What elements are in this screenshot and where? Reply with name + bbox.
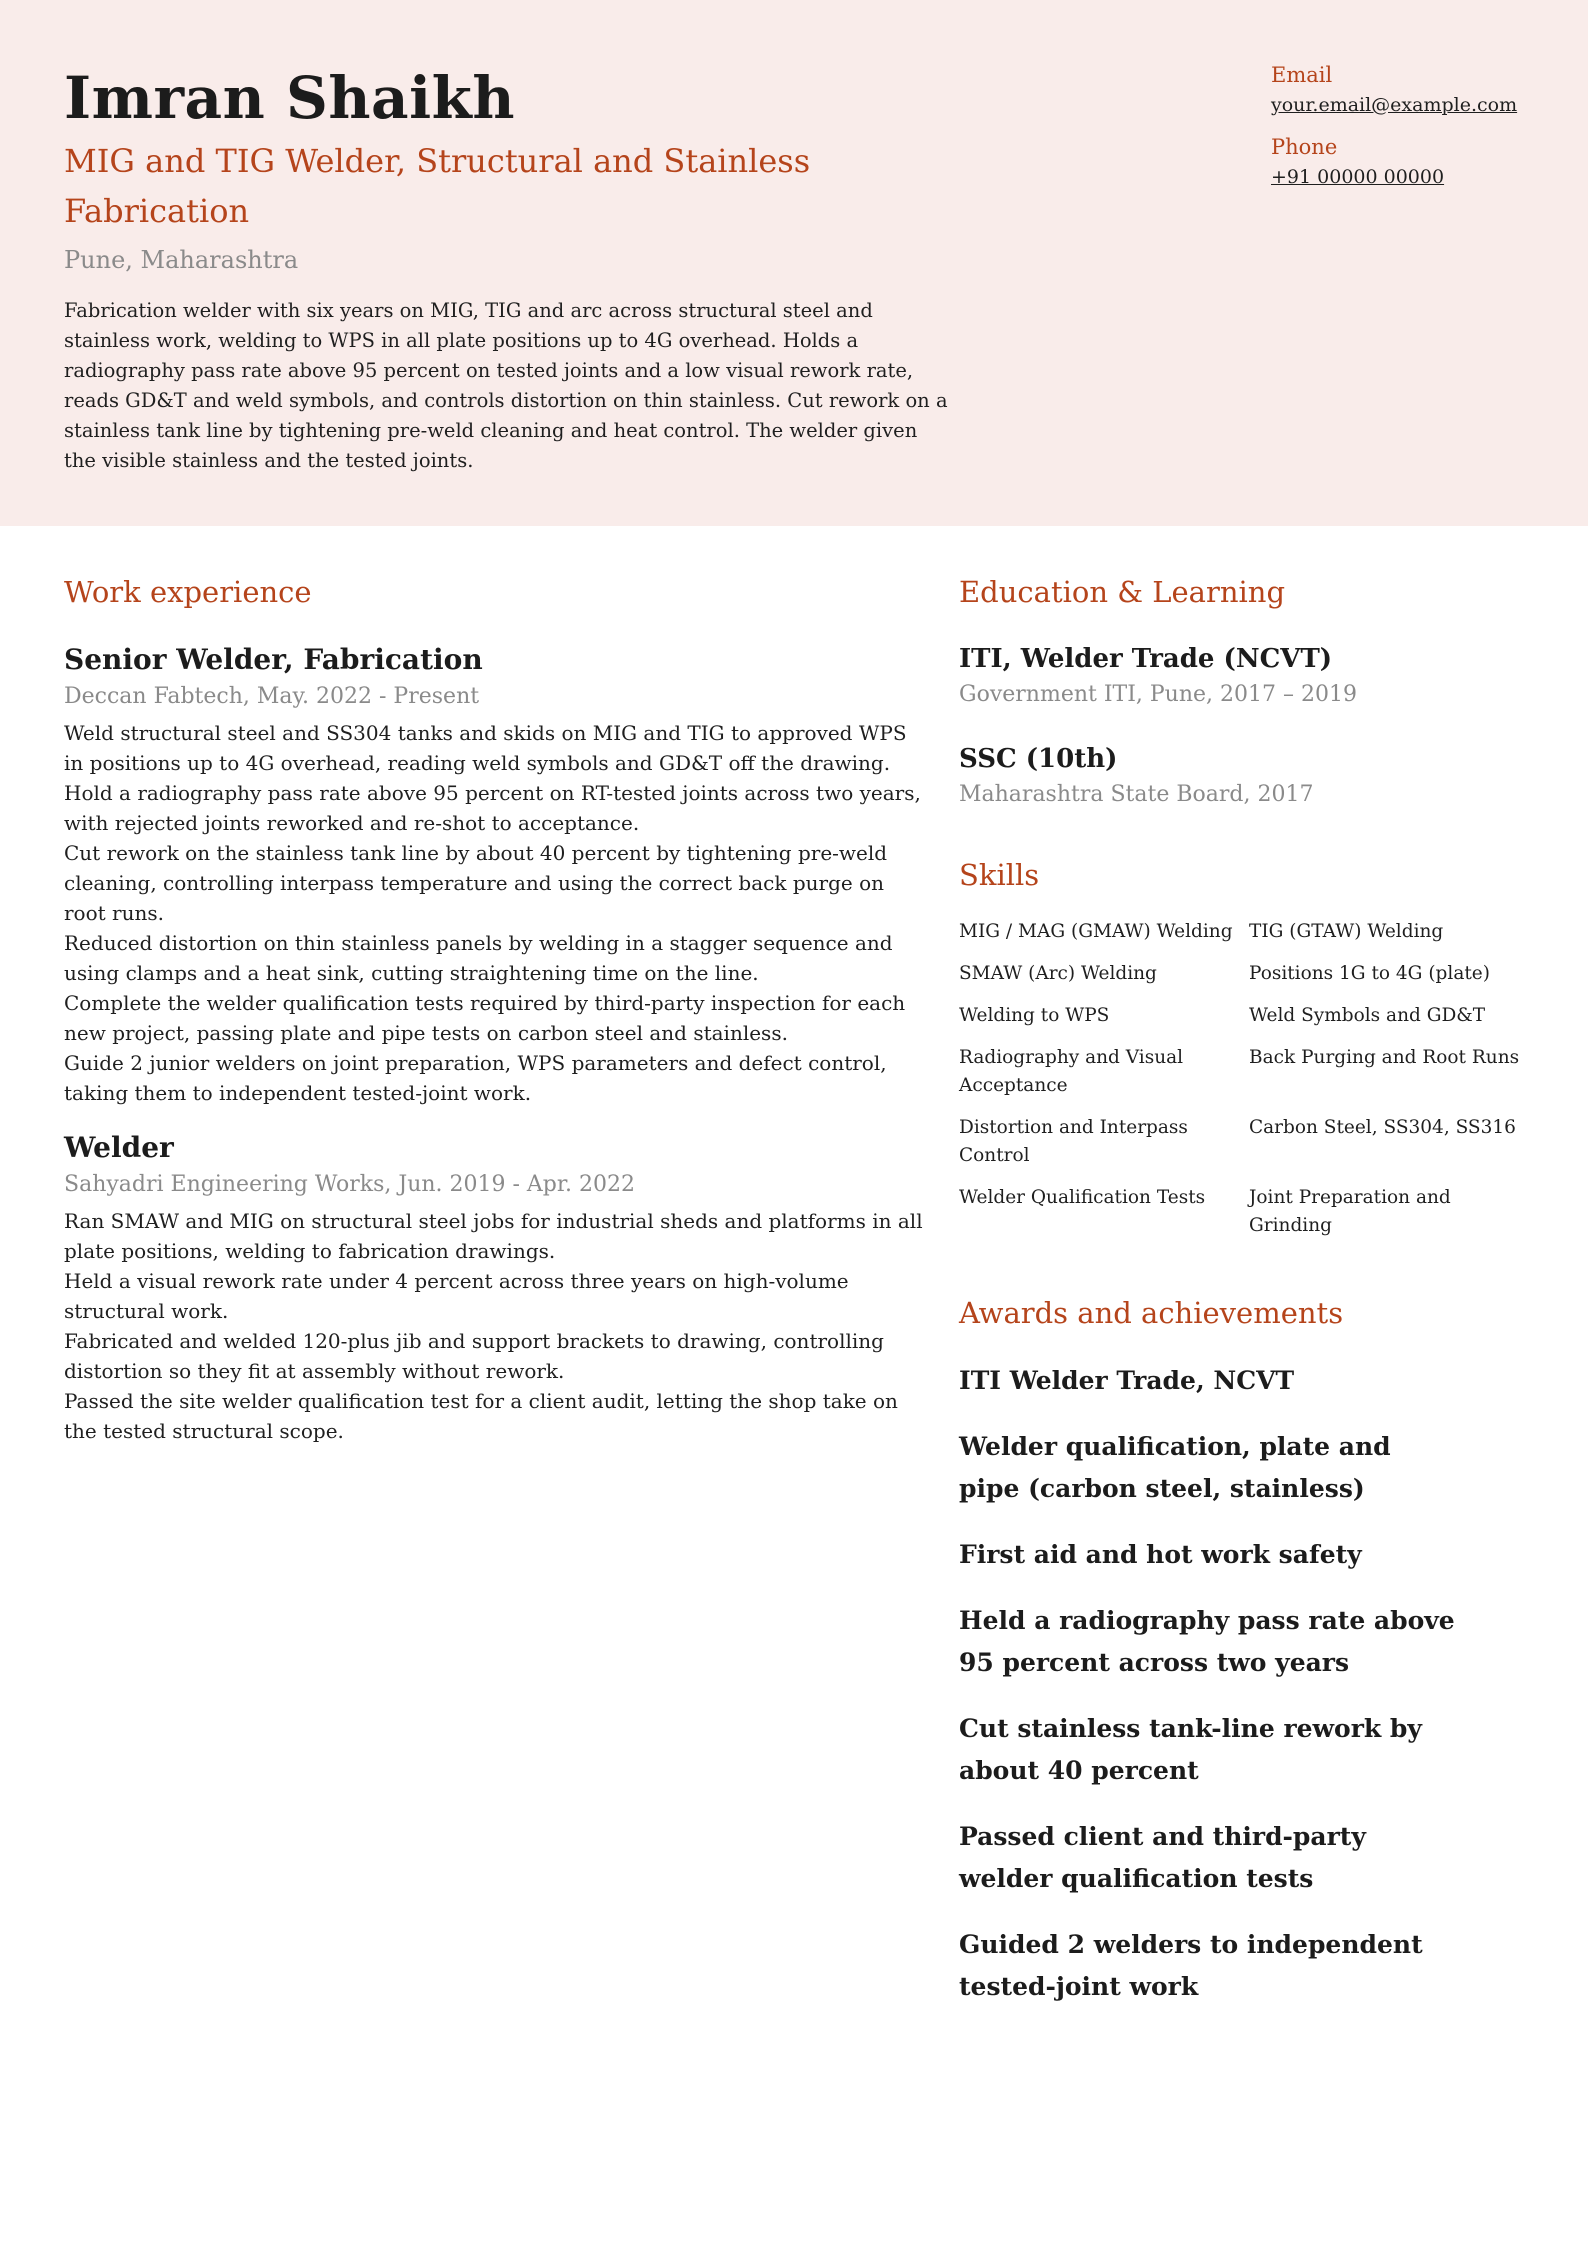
job-entry bbox=[64, 1128, 924, 1446]
education-meta: Maharashtra State Board, 2017 bbox=[959, 782, 1314, 807]
job-bullet: Hold a radiography pass rate above 95 percent on RT-tested joints across two years, with rejected joints reworked and re-shot to acceptance. bbox=[64, 781, 921, 835]
award-item: First aid and hot work safety bbox=[959, 1540, 1362, 1569]
award-item: Cut stainless tank-line rework by about 40 percent bbox=[959, 1714, 1422, 1785]
award-item: Passed client and third-party welder qualification tests bbox=[959, 1822, 1366, 1893]
location: Pune, Maharashtra bbox=[64, 246, 299, 274]
skill-item: Distortion and Interpass Control bbox=[959, 1117, 1188, 1166]
work-experience-heading: Work experience bbox=[64, 575, 312, 609]
skills-heading: Skills bbox=[959, 858, 1040, 892]
email-link[interactable]: your.email@example.com bbox=[1271, 94, 1518, 116]
job-meta: Deccan Fabtech, May. 2022 - Present bbox=[64, 684, 480, 709]
awards-heading: Awards and achievements bbox=[959, 1296, 1344, 1330]
education-meta: Government ITI, Pune, 2017 – 2019 bbox=[959, 682, 1357, 707]
header-band bbox=[0, 0, 1588, 526]
summary: Fabrication welder with six years on MIG, TIG and arc across structural steel and stainless work, welding to WPS in all plate positions up to 4G overhead. Holds a radiography pass rate above 95 percent on tested joints and a low visual rework rate, reads GD&T and weld symbols, and controls distortion on thin stainless. Cut rework on a stainless tank line by tightening pre-weld cleaning and heat control. The welder given the visible stainless and the tested joints. bbox=[64, 299, 948, 472]
candidate-name: Imran Shaikh bbox=[64, 64, 516, 132]
education-title: SSC (10th) bbox=[959, 744, 1118, 774]
job-bullet: Reduced distortion on thin stainless panels by welding in a stagger sequence and using clamps and a heat sink, cutting straightening time on the line. bbox=[64, 931, 893, 985]
job-entry bbox=[64, 640, 924, 1108]
phone-link[interactable]: +91 00000 00000 bbox=[1271, 166, 1445, 188]
skills-grid bbox=[959, 918, 1559, 1240]
skill-item: Back Purging and Root Runs bbox=[1249, 1047, 1520, 1068]
education-entry bbox=[959, 640, 1559, 712]
skill-item: TIG (GTAW) Welding bbox=[1249, 921, 1444, 942]
contact-block bbox=[1271, 60, 1571, 192]
job-title: Welder bbox=[64, 1131, 174, 1164]
job-bullet: Weld structural steel and SS304 tanks and skids on MIG and TIG to approved WPS in positions up to 4G overhead, reading weld symbols and GD&T off the drawing. bbox=[64, 721, 907, 775]
skill-item: Radiography and Visual Acceptance bbox=[959, 1047, 1184, 1096]
headline: MIG and TIG Welder, Structural and Stainless Fabrication bbox=[64, 142, 811, 230]
job-bullet: Ran SMAW and MIG on structural steel jobs for industrial sheds and platforms in all plate positions, welding to fabrication drawings. bbox=[64, 1209, 923, 1263]
award-item: Welder qualification, plate and pipe (carbon steel, stainless) bbox=[959, 1432, 1391, 1503]
job-meta: Sahyadri Engineering Works, Jun. 2019 - Apr. 2022 bbox=[64, 1172, 635, 1197]
skill-item: SMAW (Arc) Welding bbox=[959, 963, 1157, 984]
skill-item: Welding to WPS bbox=[959, 1005, 1110, 1026]
education-title: ITI, Welder Trade (NCVT) bbox=[959, 644, 1333, 674]
work-experience-list bbox=[64, 640, 924, 1466]
email-label: Email bbox=[1271, 63, 1333, 87]
job-bullet: Passed the site welder qualification test for a client audit, letting the shop take on the tested structural scope. bbox=[64, 1389, 898, 1443]
award-item: Guided 2 welders to independent tested-joint work bbox=[959, 1930, 1423, 2001]
skill-item: MIG / MAG (GMAW) Welding bbox=[959, 921, 1233, 942]
job-bullet: Held a visual rework rate under 4 percent across three years on high-volume structural work. bbox=[64, 1269, 849, 1323]
phone-label: Phone bbox=[1271, 135, 1338, 159]
education-heading: Education & Learning bbox=[959, 575, 1286, 609]
skill-item: Positions 1G to 4G (plate) bbox=[1249, 963, 1490, 984]
skill-item: Joint Preparation and Grinding bbox=[1249, 1187, 1451, 1236]
skill-item: Weld Symbols and GD&T bbox=[1249, 1005, 1486, 1026]
job-bullet: Fabricated and welded 120-plus jib and support brackets to drawing, controlling distortion so they fit at assembly without rework. bbox=[64, 1329, 884, 1383]
award-item: ITI Welder Trade, NCVT bbox=[959, 1366, 1295, 1395]
education-entry bbox=[959, 740, 1559, 812]
awards-list bbox=[959, 1360, 1459, 2032]
job-bullet: Cut rework on the stainless tank line by about 40 percent by tightening pre-weld cleaning, controlling interpass temperature and using the correct back purge on root runs. bbox=[64, 841, 888, 925]
skill-item: Welder Qualification Tests bbox=[959, 1187, 1206, 1208]
job-bullet: Complete the welder qualification tests required by third-party inspection for each new project, passing plate and pipe tests on carbon steel and stainless. bbox=[64, 991, 906, 1045]
job-bullet: Guide 2 junior welders on joint preparation, WPS parameters and defect control, taking them to independent tested-joint work. bbox=[64, 1051, 887, 1105]
award-item: Held a radiography pass rate above 95 percent across two years bbox=[959, 1606, 1455, 1677]
skill-item: Carbon Steel, SS304, SS316 bbox=[1249, 1117, 1516, 1138]
job-title: Senior Welder, Fabrication bbox=[64, 643, 483, 676]
